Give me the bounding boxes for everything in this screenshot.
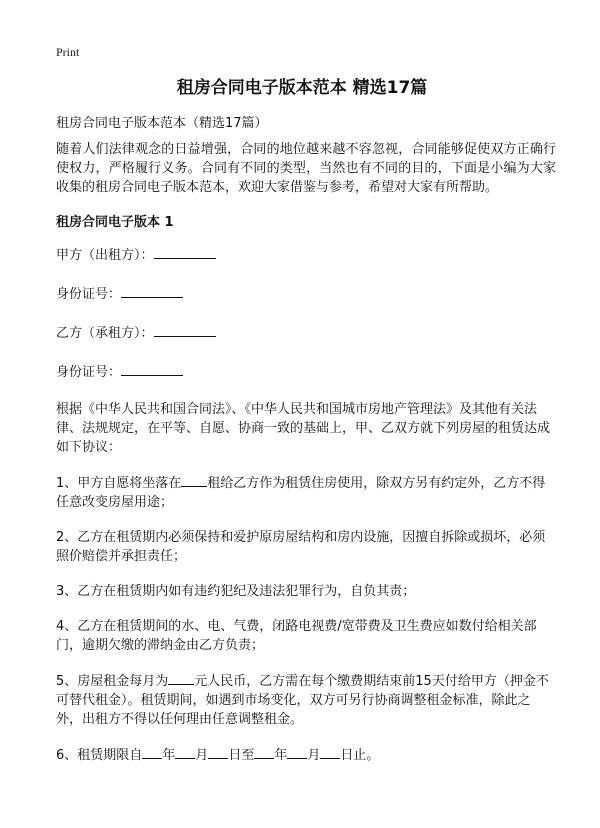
start-month-label: 月 — [195, 748, 209, 763]
clause-1-text-a: 1、甲方自愿将坐落在 — [56, 476, 182, 491]
end-day-label: 日止。 — [340, 748, 380, 763]
party-b-id-field — [56, 361, 556, 383]
party-a-label: 甲方（出租方）： — [56, 248, 154, 263]
party-a-id-blank — [121, 283, 183, 298]
print-label[interactable]: Print — [56, 45, 80, 59]
clause-5-text-b: 元人民币，乙方需在每个缴费期结束前15天付给甲方（押金不可替代租金）。租赁期间，如遇到市场变化，双方可另行协商调整租金标准，除此之外，出租方不得以任何理由任意调整租金。 — [56, 674, 549, 727]
clause-5 — [56, 671, 556, 729]
party-a-id-field — [56, 283, 556, 305]
end-month-blank — [287, 745, 307, 759]
party-a-blank — [154, 244, 216, 259]
clause-6-text-a: 6、租赁期限自 — [56, 748, 143, 763]
contract-heading: 租房合同电子版本 1 — [56, 215, 174, 230]
party-b-id-label: 身份证号： — [56, 365, 122, 380]
party-b-blank — [154, 322, 216, 337]
end-year-blank — [254, 745, 274, 759]
clause-6 — [56, 745, 556, 765]
start-year-blank — [142, 745, 162, 759]
party-b-field — [56, 322, 556, 344]
party-b-label: 乙方（承租方）： — [56, 326, 154, 341]
clause-5-rent-blank — [168, 671, 194, 685]
start-year-label: 年 — [162, 748, 176, 763]
intro-paragraph: 随着人们法律观念的日益增强，合同的地位越来越不容忽视，合同能够促使双方正确行使权力，严格履行义务。合同有不同的类型，当然也有不同的目的，下面是小编为大家收集的租房合同电子版本范本，欢迎大家借鉴与参考，希望对大家有所帮助。 — [56, 142, 556, 195]
clause-2: 2、乙方在租赁期内必须保持和爱护原房屋结构和房内设施，因擅自拆除或损坏，必须照价赔偿并承担责任； — [56, 530, 546, 564]
document-subtitle: 租房合同电子版本范本（精选17篇） — [56, 116, 268, 131]
party-a-id-label: 身份证号： — [56, 287, 122, 302]
contract-preamble: 根据《中华人民共和国合同法》、《中华人民共和国城市房地产管理法》及其他有关法律、法规规定，在平等、自愿、协商一致的基础上，甲、乙双方就下列房屋的租赁达成如下协议： — [56, 402, 551, 455]
document-title: 租房合同电子版本范本 精选17篇 — [176, 78, 428, 98]
end-day-blank — [320, 745, 340, 759]
clause-3: 3、乙方在租赁期内如有违约犯纪及违法犯罪行为，自负其责； — [56, 584, 416, 599]
party-a-field — [56, 244, 556, 266]
clause-1-address-blank — [181, 473, 207, 487]
start-day-label: 日至 — [228, 748, 255, 763]
clause-4: 4、乙方在租赁期间的水、电、气费，闭路电视费/宽带费及卫生费应如数付给相关部门，逾期欠缴的滞纳金由乙方负责； — [56, 619, 537, 653]
clause-1 — [56, 473, 556, 512]
clause-1-text-b: 租给乙方作为租赁住房使用，除双方另有约定外，乙方不得任意改变房屋用途； — [56, 476, 546, 510]
start-month-blank — [175, 745, 195, 759]
end-month-label: 月 — [307, 748, 321, 763]
start-day-blank — [208, 745, 228, 759]
end-year-label: 年 — [274, 748, 288, 763]
party-b-id-blank — [121, 361, 183, 376]
clause-5-text-a: 5、房屋租金每月为 — [56, 674, 169, 689]
